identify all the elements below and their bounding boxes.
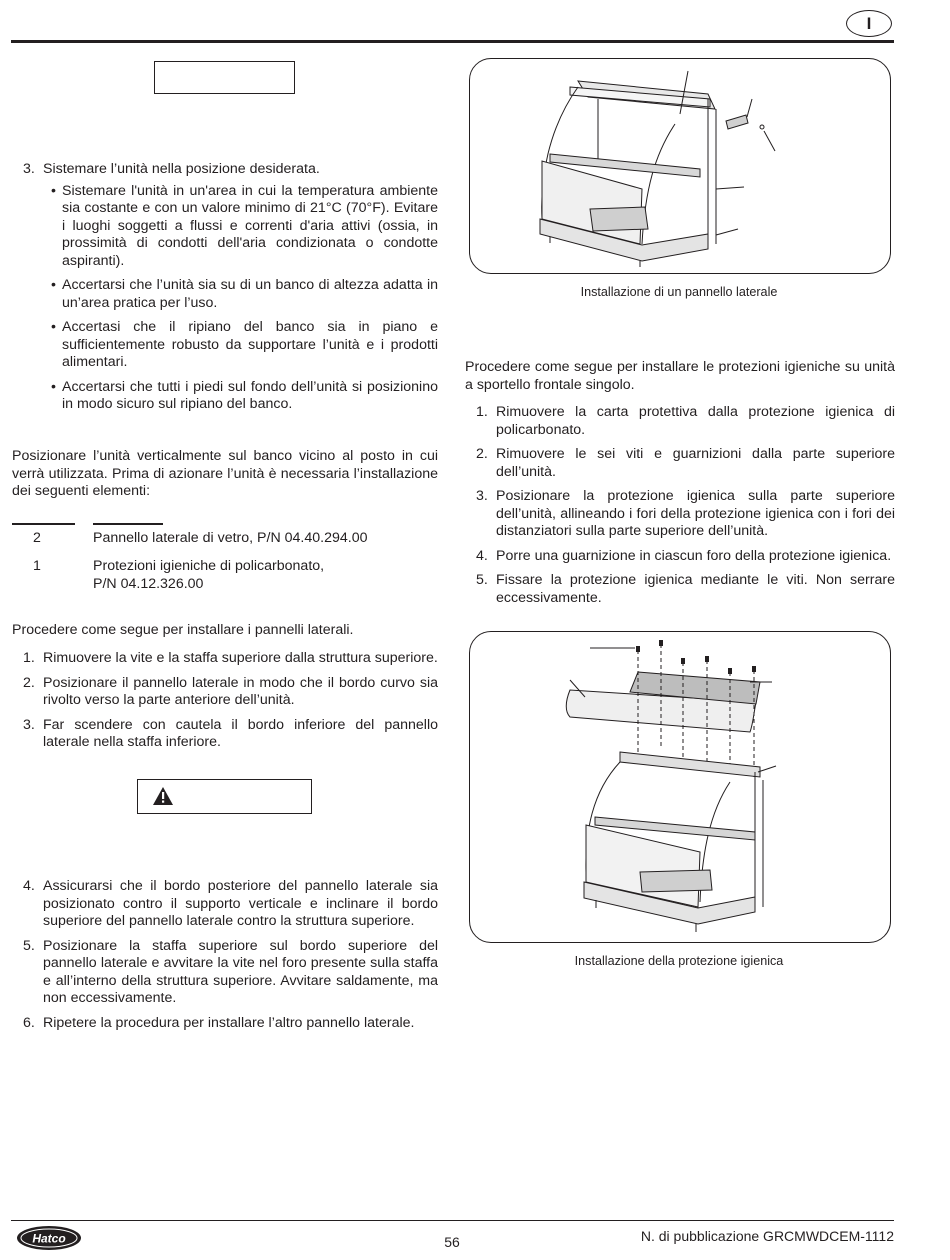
position-paragraph: Posizionare l’unità verticalmente sul banco vicino al posto in cui verrà utilizzata. Prima di azionare l’unità è necessaria l’installazione dei seguenti elementi: [12, 448, 438, 499]
sneeze-guard-figure [469, 631, 891, 943]
list-item: 3. Posizionare la protezione igienica sulla parte superiore dell’unità, allineando i fori della protezione igienica con i fori dei distanziatori sulla parte superiore dell’unità. [476, 488, 895, 539]
language-badge: I [846, 10, 892, 37]
part-desc: Protezioni igieniche di policarbonato, P/N 04.12.326.00 [93, 558, 325, 592]
warning-icon [152, 786, 174, 806]
list-item: 1. Rimuovere la vite e la staffa superiore dalla struttura superiore. [23, 650, 438, 666]
side-panel-illustration [470, 59, 890, 273]
section-heading-box [154, 61, 295, 94]
bullet-item: • Accertarsi che tutti i piedi sul fondo dell’unità si posizionino in modo sicuro sul ripiano del banco. [51, 378, 438, 412]
list-item: 2. Rimuovere le sei viti e guarnizioni dalla parte superiore dell’unità. [476, 446, 895, 480]
svg-text:Hatco: Hatco [32, 1231, 66, 1246]
sneeze-guard-illustration [470, 632, 890, 942]
bullet-item: • Accertarsi che l’unità sia su di un banco di altezza adatta in un’area pratica per l’uso. [51, 277, 438, 311]
figure-caption: Installazione della protezione igienica [574, 954, 784, 968]
figure-caption: Installazione di un pannello laterale [580, 285, 778, 299]
list-item: 2. Posizionare il pannello laterale in modo che il bordo curvo sia rivolto verso la parte anteriore dell’unità. [23, 674, 438, 708]
parts-desc-header-rule [93, 523, 163, 525]
side-panel-intro: Procedere come segue per installare i pannelli laterali. [12, 622, 354, 638]
page-number: 56 [444, 1234, 460, 1250]
list-item: 4. Porre una guarnizione in ciascun foro della protezione igienica. [476, 547, 892, 564]
part-desc: Pannello laterale di vetro, P/N 04.40.294.00 [93, 530, 368, 546]
bullet-item: • Accertasi che il ripiano del banco sia in piano e sufficientemente robusto da supportare l’unità e i prodotti alimentari. [51, 319, 438, 370]
guard-intro: Procedere come segue per installare le protezioni igieniche su unità a sportello frontale singolo. [465, 359, 895, 393]
list-item: 4. Assicurarsi che il bordo posteriore del pannello laterale sia posizionato contro il supporto verticale e inclinare il bordo superiore del pannello laterale contro la struttura superiore. [23, 878, 438, 929]
step-3-bullets [12, 183, 438, 414]
list-item: 5. Posizionare la staffa superiore sul bordo superiore del pannello laterale e avvitare la vite nel foro presente sulla staffa e all’interno della struttura superiore. Avvitare saldamente, ma non eccessivamente. [23, 937, 438, 1006]
footer-rule [11, 1220, 894, 1221]
part-qty: 2 [33, 530, 41, 546]
side-panel-steps-continued [12, 878, 438, 1039]
list-item: 5. Fissare la protezione igienica mediante le viti. Non serrare eccessivamente. [476, 572, 895, 606]
step-number: 3. [23, 161, 35, 177]
header-rule [11, 40, 894, 43]
part-qty: 1 [33, 558, 41, 574]
list-item: 6. Ripetere la procedura per installare l’altro pannello laterale. [23, 1014, 415, 1031]
list-item: 3. Far scendere con cautela il bordo inferiore del pannello laterale nella staffa inferiore. [23, 716, 438, 750]
side-panel-steps [12, 650, 438, 759]
hatco-logo [16, 1224, 82, 1258]
side-panel-figure [469, 58, 891, 274]
guard-steps [465, 404, 895, 614]
warning-box [137, 779, 312, 814]
step-3-item [12, 161, 438, 179]
step-3-text: Sistemare l’unità nella posizione desiderata. [43, 161, 320, 177]
publication-number: N. di pubblicazione GRCMWDCEM-1112 [640, 1228, 894, 1244]
bullet-item: • Sistemare l'unità in un'area in cui la temperatura ambiente sia costante e con un valore minimo di 21°C (70°F). Evitare i luoghi soggetti a flussi e correnti d'aria attivi (ossia, in prossimità di condotti dell'aria condizionata o condotte aspiranti). [51, 182, 438, 269]
installation-step-3 [12, 161, 438, 421]
list-item: 1. Rimuovere la carta protettiva dalla protezione igienica di policarbonato. [476, 404, 895, 438]
parts-qty-header-rule [12, 523, 75, 525]
